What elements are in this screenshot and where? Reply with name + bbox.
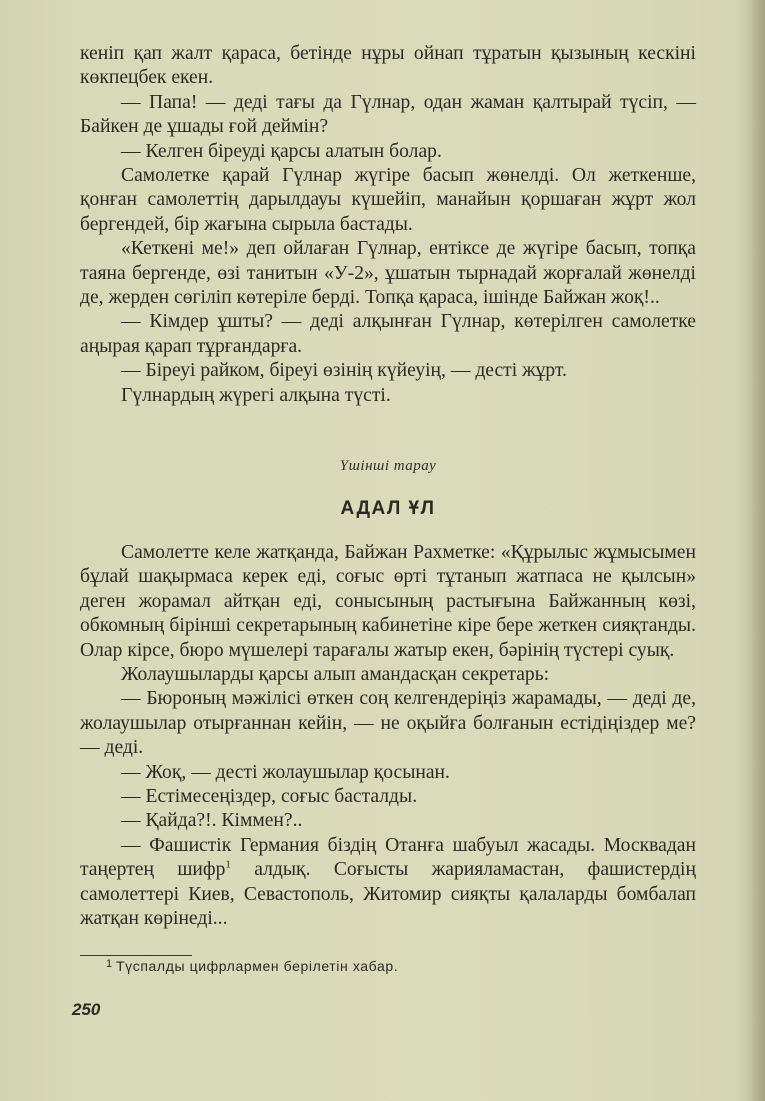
- page-number: 250: [72, 1000, 101, 1019]
- paragraph: — Естiмесеңiздер, соғыс басталды.: [121, 786, 418, 808]
- paragraph: Самолетке қарай Гүлнар жүгiре басып жөнелдi. Ол жеткенше, қонған самолеттiң дарылдауы күшейiп, манайын қоршаған жұрт жол бергендей, бiр жағына сырыла бастады.: [80, 165, 696, 235]
- paragraph: — Қайда?!. Кiммен?..: [121, 810, 303, 832]
- page-edge-shadow: [747, 0, 765, 1101]
- footnote-mark: 1: [106, 958, 113, 970]
- paragraph: — Папа! — дедi тағы да Гүлнар, одан жаман қалтырай түсiп, — Байкен де ұшады ғой деймiн?: [80, 91, 696, 138]
- paragraph: «Кеткенi ме!» деп ойлаған Гүлнар, ентiксе де жүгiре басып, топқа таяна бергенде, өзi танитын «У-2», ұшатын тырнадай жорғалай жөнелдi де, жерден сөгiлiп көтерiле бердi. Топқа қараса, iшiнде Байжан жоқ!..: [80, 238, 696, 309]
- paragraph: Гүлнардың жүрегi алқына түстi.: [121, 384, 391, 406]
- paragraph: — Бiреуi райком, бiреуi өзiнiң күйеуiң, — дестi жұрт.: [121, 360, 567, 382]
- paragraph-text-continued: алдық. Соғысты жарияламастан, фашистердiң самолеттерi Киев, Севастополь, Житомир сияқты қалаларды бомбалап жатқан көрiнедi...: [80, 859, 696, 930]
- footnote: [106, 958, 399, 974]
- footnote-text: Түспалды цифрлармен берiлетiн хабар.: [116, 958, 399, 974]
- paragraph: кенiп қап жалт қараса, бетiнде нұры ойнап тұратын қызының кескiнi көкпецбек екен.: [80, 43, 696, 89]
- chapter-body: [80, 541, 696, 932]
- paragraph: Самолетте келе жатқанда, Байжан Рахметке: «Құрылыс жұмысымен бұлай шақырмаса керек едi, соғыс өртi тұтанып жатпаса не қылсын» деген жорамал айтқан едi, сонысының растығына Байжанның көзi, обкомның бiрiншi секретарының кабинетiне кiре бере жеткен сияқтанды. Олар кiрсе, бюро мүшелерi тарағалы жатыр екен, бәрiнiң түстерi суық.: [80, 542, 696, 661]
- paragraph: — Кiмдер ұшты? — дедi алқынған Гүлнар, көтерiлген самолетке аңырая қарап тұрғандарға.: [80, 311, 696, 357]
- footnote-divider: [80, 955, 192, 956]
- paragraph: — Жоқ, — дестi жолаушылар қосынан.: [121, 761, 450, 783]
- footnote-reference[interactable]: 1: [225, 858, 231, 871]
- paragraph-text: — Фашистiк Германия бiздiң Отанға шабуыл жасады. Москвадан таңертең шифр: [80, 834, 696, 881]
- paragraph: — Бюроның мәжiлiсi өткен соң келгендерiңiз жарамады, — дедi де, жолаушылар отырғаннан кейiн, — не оқыйға болғанын естiдiңiздер ме? — дедi.: [80, 688, 696, 759]
- chapter-title: АДАЛ ҰЛ: [340, 498, 436, 519]
- paragraph-with-footnote: [80, 834, 696, 932]
- part-title: Үшiншi тарау: [339, 458, 437, 474]
- paragraph: — Келген бiреудi қарсы алатын болар.: [121, 140, 442, 162]
- paragraph: Жолаушыларды қарсы алып амандасқан секретарь:: [121, 664, 550, 686]
- top-text-section: [80, 42, 696, 408]
